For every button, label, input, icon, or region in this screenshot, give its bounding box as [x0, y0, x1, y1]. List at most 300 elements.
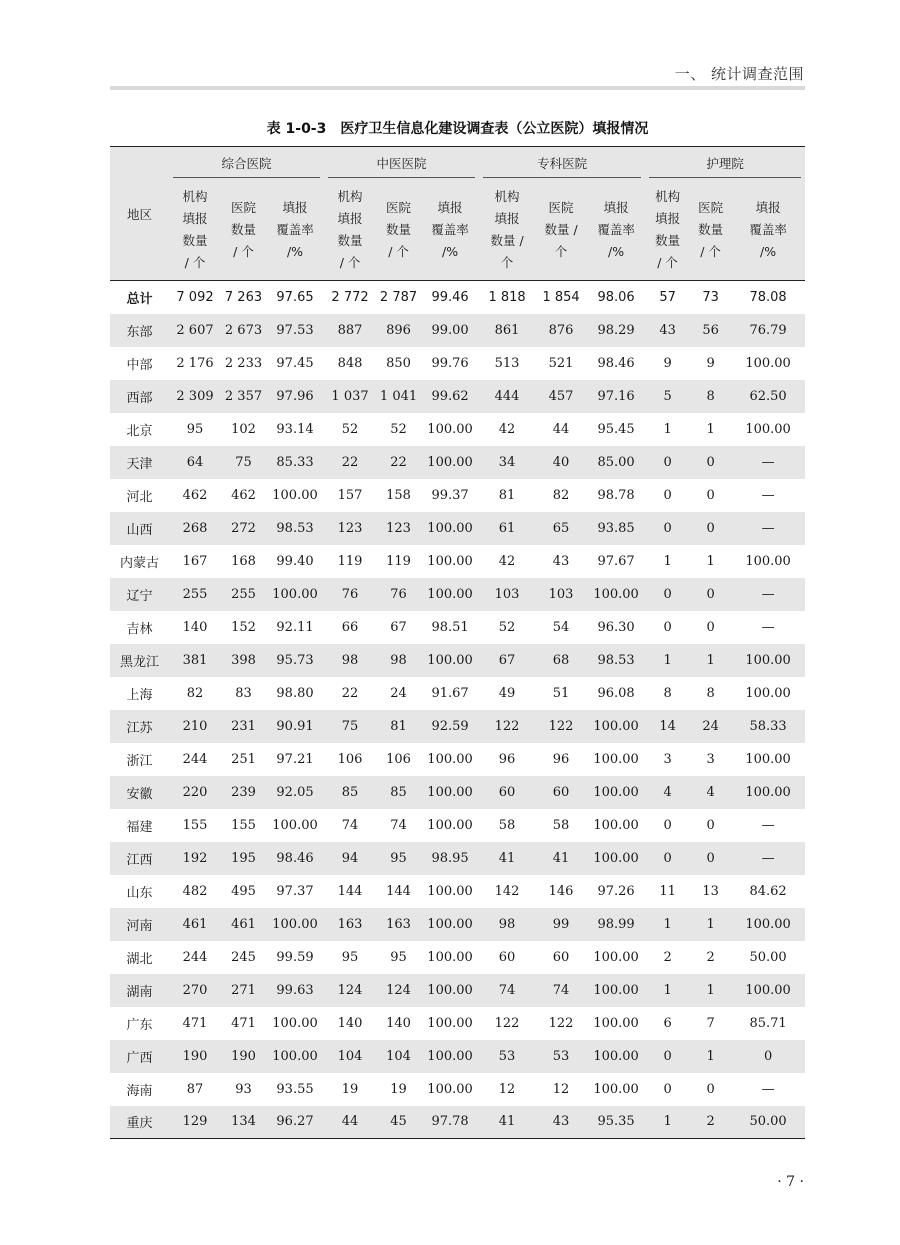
- column-header: [587, 179, 645, 281]
- group-header: [169, 147, 324, 180]
- column-header-line: 覆盖率: [276, 221, 314, 237]
- value-cell: 7: [706, 1015, 715, 1031]
- value-cell: 0: [663, 817, 672, 833]
- value-cell: 54: [552, 619, 570, 635]
- table-row: [110, 776, 805, 809]
- value-cell: 1: [690, 1040, 731, 1073]
- table-row: [110, 1040, 805, 1073]
- value-cell: 42: [498, 421, 516, 437]
- column-header-line: 机构: [182, 188, 208, 204]
- header-divider: [110, 86, 805, 90]
- value-cell: 119: [337, 553, 363, 569]
- value-cell: 24: [390, 685, 407, 701]
- value-cell: 0: [690, 578, 731, 611]
- value-cell: 100.00: [427, 949, 473, 965]
- value-cell: 124: [324, 974, 376, 1007]
- value-cell: 100.00: [587, 578, 645, 611]
- value-cell: 100.00: [427, 1015, 473, 1031]
- value-cell: 0: [663, 1081, 672, 1097]
- table-row: [110, 545, 805, 578]
- column-header-line: 填报: [282, 199, 308, 215]
- value-cell: 100.00: [593, 1081, 639, 1097]
- value-cell: 157: [337, 487, 363, 503]
- table-row: [110, 446, 805, 479]
- value-cell: 53: [479, 1040, 535, 1073]
- value-cell: 2 607: [169, 314, 221, 347]
- value-cell: 521: [548, 355, 574, 371]
- value-cell: 482: [182, 883, 208, 899]
- region-cell: 湖南: [110, 974, 169, 1007]
- value-cell: 85.00: [587, 446, 645, 479]
- value-cell: 19: [390, 1081, 407, 1097]
- value-cell: 43: [552, 553, 570, 569]
- value-cell: 122: [535, 710, 587, 743]
- value-cell: 98.46: [266, 842, 324, 875]
- table-row: [110, 1106, 805, 1139]
- column-header-line: / 个: [339, 254, 361, 270]
- value-cell: 92.05: [266, 776, 324, 809]
- value-cell: 142: [494, 883, 520, 899]
- column-header-line: /%: [760, 243, 777, 259]
- group-header: [479, 147, 645, 180]
- section-title: 一、 统计调查范围: [674, 65, 804, 83]
- value-cell: 270: [169, 974, 221, 1007]
- value-cell: 60: [498, 949, 516, 965]
- value-cell: 896: [376, 314, 421, 347]
- value-cell: 1: [663, 421, 672, 437]
- value-cell: 0: [706, 1081, 715, 1097]
- table-row: [110, 974, 805, 1007]
- value-cell: 83: [235, 685, 252, 701]
- value-cell: 95: [186, 421, 204, 437]
- value-cell: 73: [702, 289, 719, 305]
- value-cell: 457: [535, 380, 587, 413]
- region-cell: 北京: [126, 423, 153, 439]
- value-cell: 100.00: [272, 817, 318, 833]
- column-header: [169, 179, 221, 281]
- region-cell: 辽宁: [110, 578, 169, 611]
- value-cell: 11: [659, 883, 676, 899]
- value-cell: 100.00: [731, 908, 805, 941]
- value-cell: 100.00: [745, 355, 791, 371]
- value-cell: 129: [169, 1106, 221, 1139]
- value-cell: 124: [376, 974, 421, 1007]
- value-cell: 0: [663, 487, 672, 503]
- value-cell: 22: [376, 446, 421, 479]
- value-cell: 1: [690, 908, 731, 941]
- value-cell: 60: [552, 949, 570, 965]
- value-cell: 2 772: [331, 289, 369, 305]
- value-cell: 8: [706, 685, 715, 701]
- value-cell: 1: [645, 908, 690, 941]
- column-header-line: 医院: [698, 199, 724, 215]
- table-row: [110, 512, 805, 545]
- column-header-line: 数量 /: [490, 232, 524, 248]
- value-cell: 12: [552, 1081, 570, 1097]
- value-cell: 85.71: [749, 1015, 787, 1031]
- value-cell: 90.91: [266, 710, 324, 743]
- value-cell: 49: [498, 685, 516, 701]
- column-header-line: 数量: [182, 232, 208, 248]
- value-cell: 1: [706, 553, 715, 569]
- column-header-line: / 个: [700, 243, 721, 259]
- value-cell: 76: [376, 578, 421, 611]
- value-cell: 119: [386, 553, 411, 569]
- value-cell: —: [731, 446, 805, 479]
- value-cell: 87: [186, 1081, 204, 1097]
- value-cell: 100.00: [745, 751, 791, 767]
- value-cell: 272: [221, 512, 266, 545]
- value-cell: 95: [341, 949, 359, 965]
- value-cell: 0: [663, 619, 672, 635]
- value-cell: 19: [341, 1081, 359, 1097]
- value-cell: 103: [479, 578, 535, 611]
- value-cell: 56: [690, 314, 731, 347]
- group-header-row: [110, 147, 805, 180]
- value-cell: 60: [535, 776, 587, 809]
- value-cell: 74: [479, 974, 535, 1007]
- value-cell: 100.00: [427, 751, 473, 767]
- value-cell: 92.59: [421, 710, 479, 743]
- value-cell: 66: [341, 619, 359, 635]
- region-cell: 山西: [110, 512, 169, 545]
- value-cell: 22: [341, 685, 359, 701]
- column-header: [731, 179, 805, 281]
- value-cell: 67: [479, 644, 535, 677]
- value-cell: 2 176: [176, 355, 214, 371]
- value-cell: 50.00: [749, 949, 787, 965]
- value-cell: 5: [645, 380, 690, 413]
- value-cell: 97.37: [276, 883, 314, 899]
- value-cell: 93: [235, 1081, 252, 1097]
- value-cell: 98.78: [597, 487, 635, 503]
- value-cell: 99.63: [266, 974, 324, 1007]
- value-cell: 271: [221, 974, 266, 1007]
- value-cell: 60: [479, 776, 535, 809]
- value-cell: 195: [221, 842, 266, 875]
- value-cell: 97.53: [266, 314, 324, 347]
- column-header-line: / 个: [233, 243, 254, 259]
- value-cell: 168: [231, 553, 256, 569]
- value-cell: 100.00: [421, 776, 479, 809]
- table-row: [110, 1073, 805, 1106]
- column-header-line: 覆盖率: [597, 221, 635, 237]
- value-cell: 97.65: [276, 289, 314, 305]
- value-cell: 84.62: [749, 883, 787, 899]
- value-cell: 1: [663, 553, 672, 569]
- value-cell: 100.00: [731, 644, 805, 677]
- value-cell: 41: [479, 842, 535, 875]
- value-cell: 1: [645, 974, 690, 1007]
- value-cell: 2 787: [379, 289, 418, 305]
- column-header-line: /%: [442, 243, 459, 259]
- value-cell: 1: [690, 644, 731, 677]
- value-cell: 471: [182, 1015, 208, 1031]
- value-cell: 99.40: [276, 553, 314, 569]
- value-cell: 0: [690, 842, 731, 875]
- value-cell: 99.37: [431, 487, 469, 503]
- value-cell: 155: [182, 817, 208, 833]
- value-cell: 100.00: [421, 908, 479, 941]
- value-cell: 1 037: [324, 380, 376, 413]
- value-cell: 251: [231, 751, 256, 767]
- value-cell: 100.00: [421, 578, 479, 611]
- value-cell: —: [731, 578, 805, 611]
- value-cell: 45: [376, 1106, 421, 1139]
- value-cell: 99.62: [421, 380, 479, 413]
- value-cell: 140: [182, 619, 208, 635]
- value-cell: 444: [479, 380, 535, 413]
- region-cell: 上海: [126, 687, 153, 703]
- value-cell: 100.00: [593, 949, 639, 965]
- value-cell: 98: [376, 644, 421, 677]
- value-cell: 104: [376, 1040, 421, 1073]
- value-cell: 97.78: [421, 1106, 479, 1139]
- column-header-line: /%: [608, 243, 625, 259]
- value-cell: 190: [169, 1040, 221, 1073]
- column-header-line: / 个: [657, 254, 678, 270]
- value-cell: 75: [324, 710, 376, 743]
- value-cell: 7 263: [224, 289, 263, 305]
- value-cell: 887: [324, 314, 376, 347]
- value-cell: 85: [376, 776, 421, 809]
- value-cell: 2 233: [224, 355, 263, 371]
- value-cell: 41: [535, 842, 587, 875]
- value-cell: —: [731, 512, 805, 545]
- value-cell: 122: [494, 1015, 520, 1031]
- table-row: [110, 347, 805, 380]
- value-cell: —: [761, 817, 775, 833]
- value-cell: 24: [690, 710, 731, 743]
- value-cell: 100.00: [731, 776, 805, 809]
- table-row: [110, 1007, 805, 1040]
- value-cell: 51: [552, 685, 570, 701]
- value-cell: 495: [231, 883, 256, 899]
- column-header-line: /%: [286, 243, 304, 259]
- column-header-line: 医院: [386, 199, 412, 215]
- value-cell: 2: [663, 949, 672, 965]
- value-cell: 40: [535, 446, 587, 479]
- value-cell: 140: [386, 1015, 411, 1031]
- value-cell: 93.55: [276, 1081, 314, 1097]
- value-cell: 4: [645, 776, 690, 809]
- value-cell: 98.95: [421, 842, 479, 875]
- column-header-line: 机构: [655, 188, 681, 204]
- region-cell: 广西: [110, 1040, 169, 1073]
- value-cell: 98: [324, 644, 376, 677]
- value-cell: 52: [341, 421, 359, 437]
- table-row: [110, 941, 805, 974]
- value-cell: 245: [231, 949, 256, 965]
- value-cell: 134: [221, 1106, 266, 1139]
- value-cell: 58: [498, 817, 516, 833]
- value-cell: 44: [324, 1106, 376, 1139]
- value-cell: 98.53: [587, 644, 645, 677]
- value-cell: 163: [376, 908, 421, 941]
- value-cell: 52: [390, 421, 407, 437]
- value-cell: 42: [498, 553, 516, 569]
- value-cell: 98.99: [587, 908, 645, 941]
- value-cell: 97.26: [597, 883, 635, 899]
- value-cell: 41: [479, 1106, 535, 1139]
- group-header-label: 护理院: [649, 149, 801, 178]
- group-header-label: 专科医院: [483, 149, 641, 178]
- value-cell: 1 041: [376, 380, 421, 413]
- value-cell: 122: [548, 1015, 574, 1031]
- value-cell: 6: [663, 1015, 672, 1031]
- value-cell: 146: [548, 883, 574, 899]
- column-header-line: 机构: [337, 188, 363, 204]
- value-cell: 2: [706, 949, 715, 965]
- value-cell: 100.00: [427, 421, 473, 437]
- column-header-line: 填报: [655, 210, 681, 226]
- value-cell: 44: [552, 421, 570, 437]
- value-cell: 100.00: [587, 710, 645, 743]
- table-row: [110, 809, 805, 842]
- value-cell: 155: [231, 817, 256, 833]
- column-header: [421, 179, 479, 281]
- value-cell: 100.00: [587, 842, 645, 875]
- total-row: [110, 281, 805, 314]
- value-cell: 22: [324, 446, 376, 479]
- region-cell: 西部: [110, 380, 169, 413]
- value-cell: 190: [221, 1040, 266, 1073]
- column-header: [479, 179, 535, 281]
- column-header-line: 填报: [437, 199, 463, 215]
- value-cell: 97.67: [597, 553, 635, 569]
- value-cell: 100.00: [266, 578, 324, 611]
- value-cell: 7 092: [176, 289, 214, 305]
- column-header-line: 医院: [230, 199, 256, 215]
- column-header-line: 机构: [494, 188, 520, 204]
- column-header: [266, 179, 324, 281]
- value-cell: 100.00: [421, 1040, 479, 1073]
- group-header: [324, 147, 479, 180]
- value-cell: 381: [169, 644, 221, 677]
- value-cell: 93.14: [276, 421, 314, 437]
- value-cell: 97.21: [276, 751, 314, 767]
- value-cell: 2 673: [221, 314, 266, 347]
- value-cell: 97.45: [276, 355, 314, 371]
- value-cell: 50.00: [731, 1106, 805, 1139]
- page-number: · 7 ·: [777, 1174, 804, 1190]
- value-cell: 99.00: [421, 314, 479, 347]
- value-cell: 0: [645, 512, 690, 545]
- value-cell: 76: [324, 578, 376, 611]
- table-row: [110, 908, 805, 941]
- value-cell: 74: [341, 817, 359, 833]
- value-cell: 123: [324, 512, 376, 545]
- value-cell: 100.00: [421, 974, 479, 1007]
- column-header-line: 覆盖率: [431, 221, 469, 237]
- value-cell: 255: [221, 578, 266, 611]
- column-header-line: 数量: [230, 221, 256, 237]
- value-cell: 268: [169, 512, 221, 545]
- column-header-line: 填报: [755, 199, 781, 215]
- value-cell: 210: [169, 710, 221, 743]
- value-cell: 99: [535, 908, 587, 941]
- value-cell: 0: [645, 446, 690, 479]
- value-cell: —: [761, 1081, 775, 1097]
- value-cell: 98: [479, 908, 535, 941]
- table-row: [110, 479, 805, 512]
- column-header-line: 医院: [548, 199, 574, 215]
- table-row: [110, 875, 805, 908]
- value-cell: 513: [494, 355, 520, 371]
- value-cell: 876: [535, 314, 587, 347]
- region-cell: 江西: [110, 842, 169, 875]
- value-cell: 99.76: [431, 355, 469, 371]
- value-cell: 65: [535, 512, 587, 545]
- column-header-line: 数量: [337, 232, 363, 248]
- region-cell: 内蒙古: [119, 555, 159, 571]
- value-cell: 95: [390, 949, 407, 965]
- value-cell: 220: [169, 776, 221, 809]
- value-cell: 461: [169, 908, 221, 941]
- column-header-line: / 个: [184, 254, 206, 270]
- sub-header-row: [110, 179, 805, 281]
- value-cell: 122: [479, 710, 535, 743]
- value-cell: 43: [645, 314, 690, 347]
- value-cell: 471: [231, 1015, 256, 1031]
- value-cell: 103: [535, 578, 587, 611]
- region-cell: 浙江: [126, 753, 153, 769]
- value-cell: 82: [186, 685, 204, 701]
- table-row: [110, 743, 805, 776]
- value-cell: 78.08: [749, 289, 787, 305]
- value-cell: 0: [690, 446, 731, 479]
- value-cell: 58.33: [731, 710, 805, 743]
- value-cell: 57: [659, 289, 676, 305]
- value-cell: 14: [645, 710, 690, 743]
- region-column-header: 地区: [110, 147, 169, 281]
- column-header-line: / 个: [388, 243, 409, 259]
- value-cell: 1: [706, 421, 715, 437]
- value-cell: 100.00: [745, 553, 791, 569]
- region-cell: 吉林: [126, 621, 153, 637]
- value-cell: 2 357: [221, 380, 266, 413]
- value-cell: 52: [498, 619, 516, 635]
- value-cell: 9: [706, 355, 715, 371]
- value-cell: 244: [182, 751, 208, 767]
- value-cell: 100.00: [421, 446, 479, 479]
- value-cell: 100.00: [421, 512, 479, 545]
- region-cell: 广东: [126, 1017, 153, 1033]
- value-cell: 100.00: [731, 974, 805, 1007]
- value-cell: 1: [690, 974, 731, 1007]
- value-cell: 3: [663, 751, 672, 767]
- value-cell: 1: [645, 644, 690, 677]
- column-header-line: 覆盖率: [749, 221, 787, 237]
- value-cell: 98.46: [597, 355, 635, 371]
- value-cell: 64: [169, 446, 221, 479]
- value-cell: 85.33: [266, 446, 324, 479]
- region-cell: 江苏: [110, 710, 169, 743]
- value-cell: 123: [376, 512, 421, 545]
- value-cell: 0: [706, 817, 715, 833]
- value-cell: 100.00: [266, 1040, 324, 1073]
- data-table: [110, 146, 805, 1139]
- region-cell: 山东: [126, 885, 153, 901]
- value-cell: 0: [645, 578, 690, 611]
- value-cell: 192: [169, 842, 221, 875]
- value-cell: 58: [552, 817, 570, 833]
- value-cell: 106: [386, 751, 411, 767]
- value-cell: 100.00: [421, 644, 479, 677]
- value-cell: 163: [324, 908, 376, 941]
- column-header-line: 个: [554, 243, 568, 259]
- value-cell: 100.00: [427, 883, 473, 899]
